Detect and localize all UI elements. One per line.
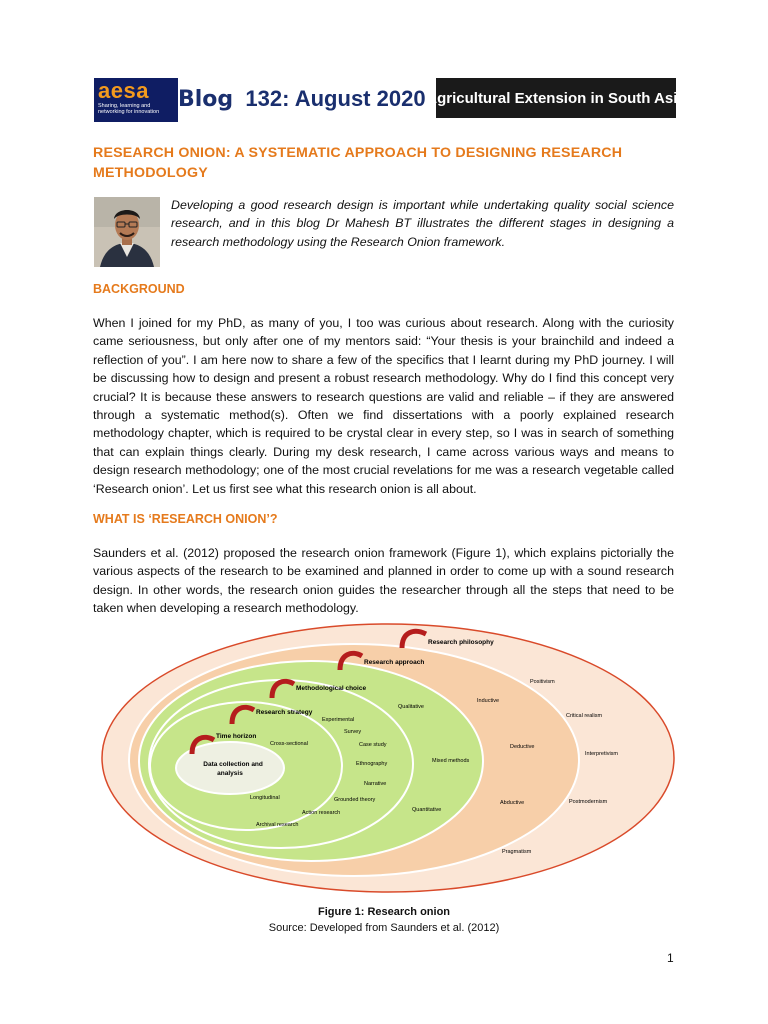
item-grounded-theory: Grounded theory [334,797,376,803]
item-critical-realism: Critical realism [566,713,603,719]
blog-header [94,78,686,124]
item-deductive: Deductive [510,744,535,750]
background-paragraph: When I joined for my PhD, as many of you, I too was curious about research. Along with the curiosity came seriousness, but only after one of my mentors said: “Your thesis is your brainchild and indeed a reflection of you”. I am here now to share a few of the specifics that I learnt during my PhD journey. I will be discussing how to design and present a robust research methodology. Why do I find this concept very crucial? It is because these answers to research questions are valid and reliable – if they are answered through a systematic method(s). Often we find dissertations with a poorly explained research methodology chapter, which is required to be crystal clear in every step, so I was in search of something that can explain things clearly. During my desk research, I came across various ways and means to design research methodology; one of the most crucial revelations for me was a research vegetable called ‘Research onion’. Let us first see what this research onion is all about. [93,316,674,496]
aesa-logo [94,78,178,122]
item-archival-research: Archival research [256,822,299,828]
item-narrative: Narrative [364,781,387,787]
research-onion-figure [96,618,676,898]
item-action-research: Action research [302,810,341,816]
core-label-line: analysis [217,770,243,777]
label-time: Time horizon [216,733,257,740]
item-qualitative: Qualitative [398,704,424,710]
label-approach: Research approach [364,659,425,666]
item-survey: Survey [344,729,362,735]
blog-issue: 132: August 2020 [245,86,426,111]
item-quantitative: Quantitative [412,807,442,813]
logo-word: aesa [98,78,149,103]
label-strategy: Research strategy [256,709,313,716]
item-longitudinal: Longitudinal [250,795,280,801]
item-inductive: Inductive [477,698,500,704]
item-case-study: Case study [359,742,387,748]
article-intro: Developing a good research design is important while undertaking quality social science research, and in this blog Dr Mahesh BT illustrates the different stages in designing a research methodology using the Research Onion framework. [171,198,674,249]
site-banner: Agricultural Extension in South Asia [436,78,676,118]
label-philosophy: Research philosophy [428,639,494,646]
logo-tagline: Sharing, learning and networking for innovation [98,103,160,115]
author-photo [94,197,160,267]
figure-caption-title: Figure 1: Research onion [317,906,451,918]
item-interpretivism: Interpretivism [585,751,619,757]
article-title: RESEARCH ONION: A SYSTEMATIC APPROACH TO DESIGNING RESEARCH METHODOLOGY [93,145,623,181]
onion-paragraph: Saunders et al. (2012) proposed the research onion framework (Figure 1), which explains pictorially the various aspects of the research to be examined and planned in order to come up with a sound research design. In other words, the research onion guides the researcher through all the steps that need to be taken when developing a research methodology. [93,546,674,616]
item-abductive: Abductive [500,800,525,806]
figure-caption-source: Source: Developed from Saunders et al. (2012) [268,922,500,934]
item-experimental: Experimental [322,717,355,723]
item-ethnography: Ethnography [356,761,388,767]
item-cross-sectional: Cross-sectional [270,741,308,747]
onion-heading: WHAT IS ‘RESEARCH ONION’? [93,512,278,526]
label-choice: Methodological choice [296,685,367,692]
blog-title [178,86,426,112]
item-postmodernism: Postmodernism [569,799,608,805]
background-heading: BACKGROUND [93,282,185,296]
item-positivism: Positivism [530,679,555,685]
page-number: 1 [667,951,674,965]
item-mixed-methods: Mixed methods [432,758,470,764]
blog-word: Blog [178,87,234,112]
core-label-line: Data collection and [203,761,263,768]
item-pragmatism: Pragmatism [502,849,532,855]
